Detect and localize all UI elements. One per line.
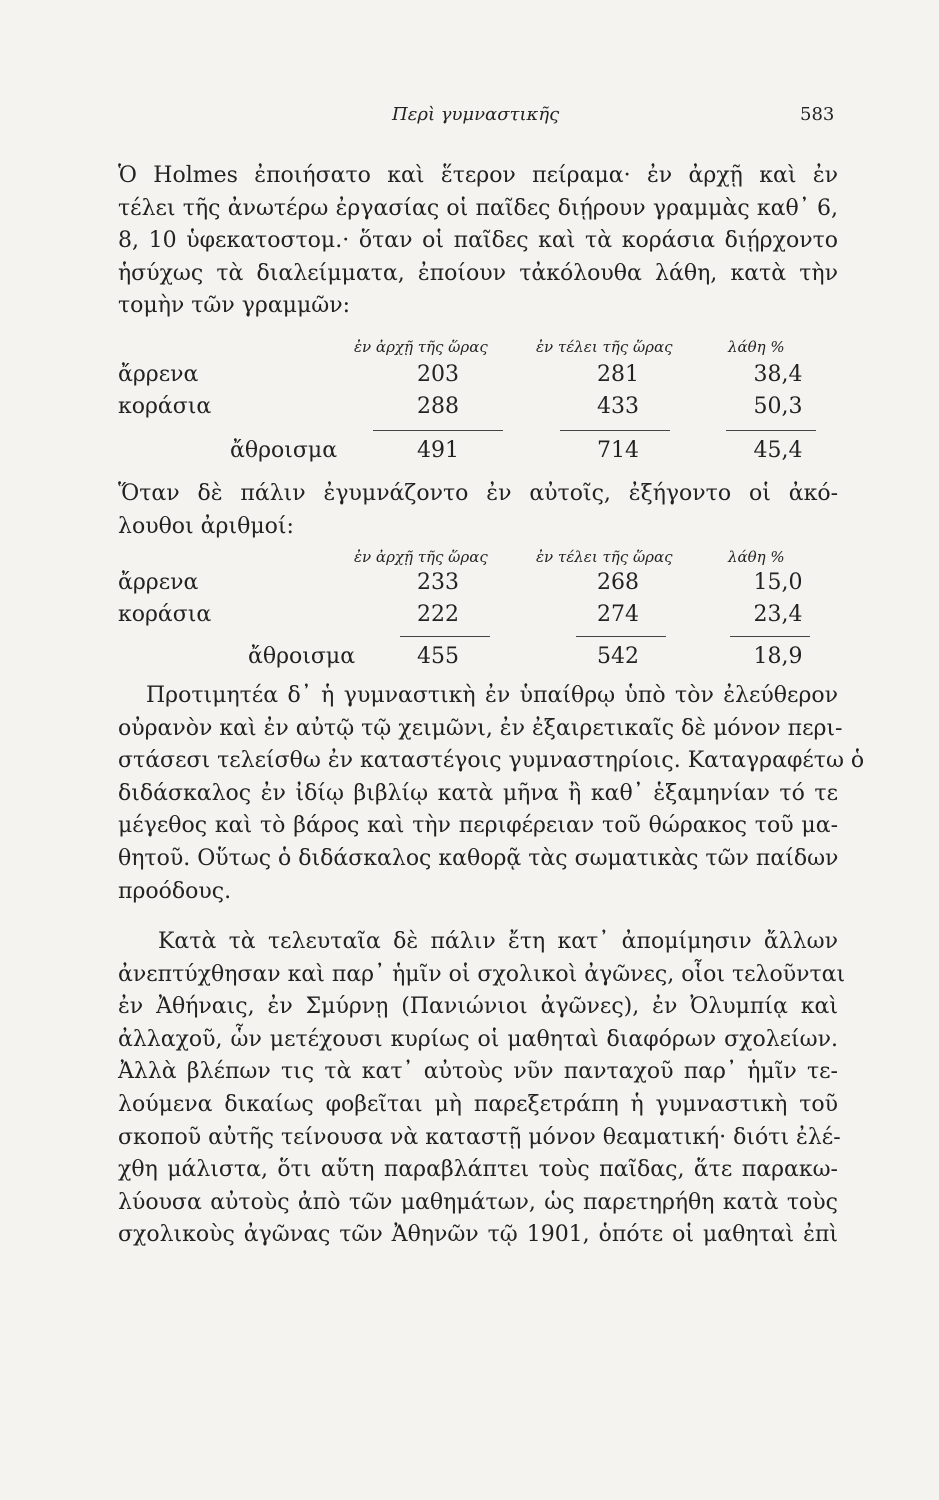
text-line: ἀλλαχοῦ, ὧν μετέχουσι κυρίως οἱ μαθηταὶ διαφόρων σχολείων. xyxy=(118,1026,838,1052)
text-line: ἀνεπτύχθησαν καὶ παρ᾽ ἡμῖν οἱ σχολικοὶ ἀγῶνες, οἷοι τελοῦνται xyxy=(118,961,846,987)
row-label: ἄρρενα xyxy=(118,570,199,595)
total-value: 491 xyxy=(417,438,459,463)
text-line: τέλει τῆς ἀνωτέρω ἐργασίας οἱ παῖδες διῄρουν γραμμὰς καθ᾽ 6, xyxy=(118,195,838,221)
errors-table-2 xyxy=(118,548,838,678)
table-total-row xyxy=(118,644,838,672)
text-line: Κατὰ τὰ τελευταῖα δὲ πάλιν ἔτη κατ᾽ ἀπομίμησιν ἄλλων xyxy=(158,929,838,954)
paragraph-2 xyxy=(118,478,838,543)
total-value: 455 xyxy=(417,644,459,669)
text-line: λύουσα αὐτοὺς ἀπὸ τῶν μαθημάτων, ὡς παρετηρήθη κατὰ τοὺς xyxy=(118,1189,838,1215)
paragraph-3 xyxy=(146,680,838,713)
column-header-errors: λάθη % xyxy=(728,338,785,356)
column-header-errors: λάθη % xyxy=(728,548,785,566)
cell-value: 268 xyxy=(597,570,639,595)
text-line: μέγεθος καὶ τὸ βάρος καὶ τὴν περιφέρειαν τοῦ θώρακος τοῦ μα- xyxy=(118,813,838,839)
cell-value: 23,4 xyxy=(753,602,803,627)
total-label: ἄθροισμα xyxy=(248,644,356,669)
text-line: διδάσκαλος ἐν ἰδίῳ βιβλίῳ κατὰ μῆνα ἢ καθ᾽ ἑξαμηνίαν τό τε xyxy=(118,780,838,806)
sum-rule xyxy=(400,636,490,637)
text-line: οὐρανὸν καὶ ἐν αὐτῷ τῷ χειμῶνι, ἐν ἐξαιρετικαῖς δὲ μόνον περι- xyxy=(118,715,843,741)
text-line: Ἀλλὰ βλέπων τις τὰ κατ᾽ αὐτοὺς νῦν πανταχοῦ παρ᾽ ἡμῖν τε- xyxy=(118,1059,838,1085)
table-row xyxy=(118,394,838,422)
sum-rule xyxy=(730,636,810,637)
paragraph-1 xyxy=(118,160,838,323)
text-line: προόδους. xyxy=(118,878,232,904)
total-value: 18,9 xyxy=(753,644,803,669)
column-header-end: ἐν τέλει τῆς ὥρας xyxy=(536,548,673,566)
sum-rule xyxy=(560,430,670,431)
cell-value: 433 xyxy=(597,394,639,419)
cell-value: 281 xyxy=(597,362,639,387)
text-line: χθη μάλιστα, ὅτι αὕτη παραβλάπτει τοὺς παῖδας, ἅτε παρακω- xyxy=(118,1157,838,1183)
total-label: ἄθροισμα xyxy=(230,438,338,463)
cell-value: 38,4 xyxy=(753,362,803,387)
text-line: στάσεσι τελείσθω ἐν καταστέγοις γυμναστηρίοις. Καταγραφέτω ὁ xyxy=(118,748,865,774)
text-line: ἐν Ἀθήναις, ἐν Σμύρνῃ (Πανιώνιοι ἀγῶνες), ἐν Ὀλυμπίᾳ καὶ xyxy=(118,994,838,1020)
cell-value: 50,3 xyxy=(753,394,803,419)
column-header-start: ἐν ἀρχῇ τῆς ὥρας xyxy=(354,548,488,566)
cell-value: 233 xyxy=(417,570,459,595)
text-line: τομὴν τῶν γραμμῶν: xyxy=(118,293,350,319)
table-row xyxy=(118,570,838,598)
total-value: 542 xyxy=(597,644,639,669)
row-label: κοράσια xyxy=(118,394,212,419)
table-row xyxy=(118,362,838,390)
table-total-row xyxy=(118,438,838,466)
running-title: Περὶ γυμναστικῆς xyxy=(392,104,560,125)
page-number: 583 xyxy=(800,104,835,125)
paragraph-4 xyxy=(158,926,838,959)
total-value: 714 xyxy=(597,438,639,463)
text-line: Ὅταν δὲ πάλιν ἐγυμνάζοντο ἐν αὐτοῖς, ἐξήγοντο οἱ ἀκό- xyxy=(118,481,838,506)
cell-value: 222 xyxy=(417,602,459,627)
sum-rule xyxy=(576,636,666,637)
sum-rule xyxy=(726,430,816,431)
text-line: ἡσύχως τὰ διαλείμματα, ἐποίουν τἀκόλουθα λάθη, κατὰ τὴν xyxy=(118,260,838,286)
cell-value: 288 xyxy=(417,394,459,419)
text-line: Ὁ Holmes ἐποιήσατο καὶ ἕτερον πείραμα· ἐν ἀρχῇ καὶ ἐν xyxy=(118,163,838,188)
cell-value: 274 xyxy=(597,602,639,627)
row-label: ἄρρενα xyxy=(118,362,199,387)
paragraph-4-continued xyxy=(118,959,846,1252)
text-line: σχολικοὺς ἀγῶνας τῶν Ἀθηνῶν τῷ 1901, ὁπότε οἱ μαθηταὶ ἐπὶ xyxy=(118,1222,838,1248)
text-line: σκοποῦ αὐτῆς τείνουσα νὰ καταστῇ μόνον θεαματική· διότι ἐλέ- xyxy=(118,1124,841,1150)
running-head xyxy=(0,104,939,128)
text-line: 8, 10 ὑφεκατοστομ.· ὅταν οἱ παῖδες καὶ τὰ κοράσια διῄρχοντο xyxy=(118,228,838,254)
column-header-end: ἐν τέλει τῆς ὥρας xyxy=(536,338,673,356)
column-header-start: ἐν ἀρχῇ τῆς ὥρας xyxy=(354,338,488,356)
total-value: 45,4 xyxy=(753,438,803,463)
cell-value: 15,0 xyxy=(753,570,803,595)
text-line: λουθοι ἀριθμοί: xyxy=(118,513,294,539)
cell-value: 203 xyxy=(417,362,459,387)
text-line: θητοῦ. Οὕτως ὁ διδάσκαλος καθορᾷ τὰς σωματικὰς τῶν παίδων xyxy=(118,845,839,871)
text-line: Προτιμητέα δ᾽ ἡ γυμναστικὴ ἐν ὑπαίθρῳ ὑπὸ τὸν ἐλεύθερον xyxy=(146,683,838,708)
errors-table-1 xyxy=(118,338,838,468)
table-row xyxy=(118,602,838,630)
text-line: λούμενα δικαίως φοβεῖται μὴ παρεξετράπη ἡ γυμναστικὴ τοῦ xyxy=(118,1091,838,1117)
row-label: κοράσια xyxy=(118,602,212,627)
paragraph-3-continued xyxy=(118,713,865,909)
sum-rule xyxy=(373,430,503,431)
